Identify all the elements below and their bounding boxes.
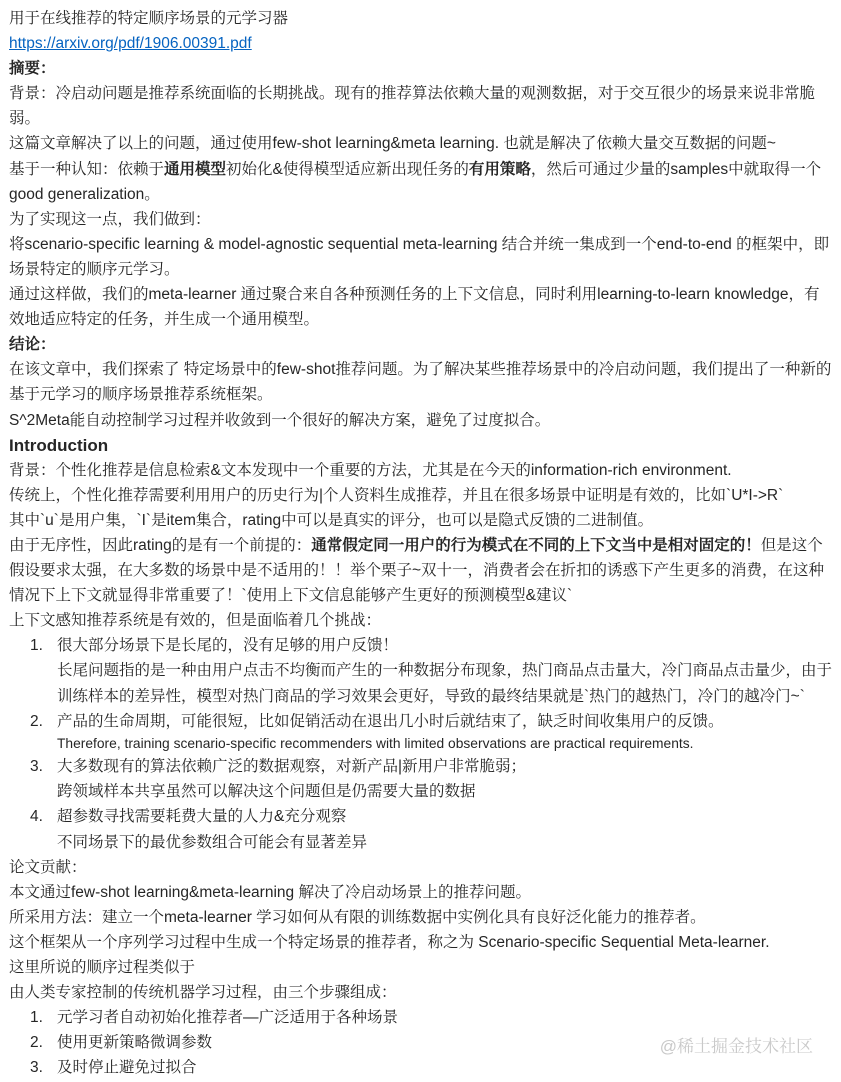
text-run: 这个框架从一个序列学习过程中生成一个特定场景的推荐者，称之为 Scenario-specific Sequential Meta-learner.: [9, 933, 770, 951]
text-run: 论文贡献：: [9, 858, 87, 876]
paragraph: [9, 905, 832, 930]
paragraph: [9, 980, 832, 1005]
link-line: [9, 31, 832, 56]
list-item-text: [57, 709, 832, 734]
text-run: 所采用方法：建立一个meta-learner 学习如何从有限的训练数据中实例化具有良好泛化能力的推荐者。: [9, 908, 706, 926]
text-run: S^2Meta能自动控制学习过程并收敛到一个很好的解决方案，避免了过度拟合。: [9, 411, 551, 429]
text-run: 背景：个性化推荐是信息检索&文本发现中一个重要的方法，尤其是在今天的information-rich environment.: [9, 461, 732, 479]
list-item-marker: 4.: [30, 808, 43, 826]
list-item-marker: 3.: [30, 1059, 43, 1077]
paragraph: [9, 408, 832, 433]
list-item-marker: 2.: [30, 712, 43, 730]
paragraph: [9, 131, 832, 156]
list-item-detail: [57, 779, 832, 804]
bold-text-run: 有用策略: [468, 160, 531, 178]
paragraph: [9, 880, 832, 905]
list-item-detail: [57, 734, 832, 755]
list-item: [9, 709, 832, 755]
text-run: 用于在线推荐的特定顺序场景的元学习器: [9, 10, 289, 27]
text-run: 初始化&使得模型适应新出现任务的: [226, 160, 469, 178]
text-run: 在该文章中，我们探索了 特定场景中的few-shot推荐问题。为了解决某些推荐场景中的冷启动问题，我们提出了一种新的基于元学习的顺序场景推荐系统框架。: [9, 361, 832, 404]
paragraph: [9, 207, 832, 232]
text-run: 及时停止避免过拟合: [57, 1059, 197, 1077]
text-run: 不同场景下的最优参数组合可能会有显著差异: [57, 833, 368, 851]
list-item-marker: 1.: [30, 637, 43, 655]
text-run: 这里所说的顺序过程类似于: [9, 958, 196, 976]
text-run: 使用更新策略微调参数: [57, 1034, 213, 1052]
list-item-row: [9, 754, 832, 779]
paragraph: [9, 282, 832, 332]
list-item-row: [9, 633, 832, 658]
conclusion-heading: [9, 332, 832, 357]
text-run: 但是这个假设要求太强，在大多数的场景中是不适用的！！举个栗子~双十一，消费者会在折扣的诱惑下产生更多的消费，在这种情况下上下文就显得非常重要了！`使用上下文信息能够产生更好的预测模型&建议`: [9, 536, 825, 605]
bold-text-run: 摘要：: [9, 60, 56, 78]
text-run: 通过这样做，我们的meta-learner 通过聚合来自各种预测任务的上下文信息，同时利用learning-to-learn knowledge，有效地适应特定的任务，并生成一个通用模型。: [9, 286, 820, 329]
list-item-text: [57, 754, 832, 779]
text-run: Therefore, training scenario-specific recommenders with limited observations are practical requirements.: [57, 735, 694, 751]
arxiv-link[interactable]: https://arxiv.org/pdf/1906.00391.pdf: [9, 35, 252, 53]
text-run: 由人类专家控制的传统机器学习过程，由三个步骤组成：: [9, 984, 397, 1002]
text-run: 基于一种认知：依赖于: [9, 160, 165, 178]
paragraph: [9, 955, 832, 980]
list-item: [9, 1005, 832, 1030]
text-run: 超参数寻找需要耗费大量的人力&充分观察: [57, 808, 347, 826]
paragraph: [9, 608, 832, 633]
text-run: 背景：冷启动问题是推荐系统面临的长期挑战。现有的推荐算法依赖大量的观测数据，对于交互很少的场景来说非常脆弱。: [9, 85, 816, 128]
watermark: @稀土掘金技术社区: [659, 1037, 813, 1056]
paragraph: [9, 458, 832, 483]
paragraph: [9, 533, 832, 608]
list-item: [9, 633, 832, 708]
list-item-detail: [57, 658, 832, 708]
text-run: 将scenario-specific learning & model-agnostic sequential meta-learning 结合并统一集成到一个end-to-end 的框架中，即场景特定的顺序元学习。: [9, 235, 830, 278]
list-item-text: [57, 1005, 832, 1030]
text-run: 这篇文章解决了以上的问题，通过使用few-shot learning&meta learning. 也就是解决了依赖大量交互数据的问题~: [9, 135, 776, 153]
list-item-text: [57, 804, 832, 829]
doc-title: [9, 6, 832, 31]
text-run: 上下文感知推荐系统是有效的，但是面临着几个挑战：: [9, 612, 382, 630]
bold-text-run: 通用模型: [164, 160, 227, 178]
paragraph: [9, 357, 832, 407]
list-item-marker: 3.: [30, 758, 43, 776]
paragraph: [9, 232, 832, 282]
text-run: 大多数现有的算法依赖广泛的数据观察，对新产品|新用户非常脆弱；: [57, 758, 527, 776]
list-item-row: [9, 1005, 832, 1030]
list-item-text: [57, 633, 832, 658]
paragraph: [9, 483, 832, 508]
bold-text-run: Introduction: [9, 435, 109, 455]
paragraph: [9, 508, 832, 533]
bold-text-run: 结论：: [9, 336, 56, 354]
list-item-row: [9, 709, 832, 734]
text-run: 其中`u`是用户集，`I`是item集合，rating中可以是真实的评分，也可以是隐式反馈的二进制值。: [9, 511, 654, 529]
list-item: [9, 754, 832, 804]
list-item: [9, 804, 832, 854]
paragraph: [9, 930, 832, 955]
text-run: 跨领域样本共享虽然可以解决这个问题但是仍需要大量的数据: [57, 783, 476, 801]
text-run: 很大部分场景下是长尾的，没有足够的用户反馈！: [57, 637, 399, 655]
text-run: ，然后可通过少量的samples中就取得一个good generalization。: [9, 160, 822, 203]
text-run: 传统上，个性化推荐需要利用用户的历史行为|个人资料生成推荐，并且在很多场景中证明是有效的，比如`U*I->R`: [9, 486, 784, 504]
text-run: 产品的生命周期，可能很短，比如促销活动在退出几小时后就结束了，缺乏时间收集用户的反馈。: [57, 712, 724, 730]
text-run: 由于无序性，因此rating的是有一个前提的：: [9, 536, 312, 554]
paragraph: [9, 157, 832, 207]
contributions-heading: [9, 855, 832, 880]
text-run: 长尾问题指的是一种由用户点击不均衡而产生的一种数据分布现象，热门商品点击量大，冷门商品点击量少，由于训练样本的差异性，模型对热门商品的学习效果会更好，导致的最终结果就是`热门的越热门，冷门的越冷门~`: [57, 662, 833, 705]
abstract-heading: [9, 56, 832, 81]
challenges-list: [9, 633, 832, 854]
list-item-row: [9, 804, 832, 829]
text-run: 为了实现这一点，我们做到：: [9, 210, 211, 228]
list-item-marker: 1.: [30, 1009, 43, 1027]
paragraph: [9, 81, 832, 131]
bold-text-run: 通常假定同一用户的行为模式在不同的上下文当中是相对固定的！: [311, 536, 761, 554]
text-run: 本文通过few-shot learning&meta-learning 解决了冷启动场景上的推荐问题。: [9, 883, 531, 901]
text-run: 元学习者自动初始化推荐者—广泛适用于各种场景: [57, 1009, 399, 1027]
list-item-marker: 2.: [30, 1034, 43, 1052]
list-item-detail: [57, 830, 832, 855]
introduction-heading: [9, 433, 832, 458]
